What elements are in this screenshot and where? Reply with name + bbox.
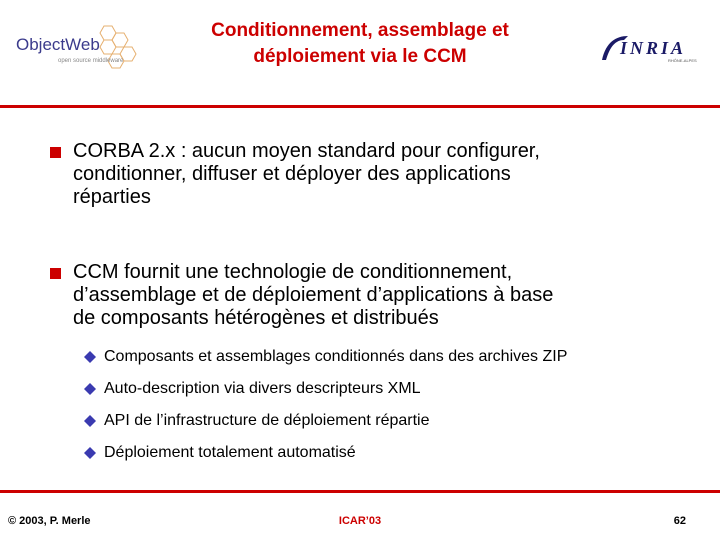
footer-rule xyxy=(0,490,720,493)
bullet-corba xyxy=(50,140,710,209)
sub-bullet-text: API de l’infrastructure de déploiement répartie xyxy=(104,412,430,429)
header-rule xyxy=(0,105,720,108)
sub-bullet-text: Auto-description via divers descripteurs XML xyxy=(104,380,421,397)
diamond-bullet-icon xyxy=(84,447,96,459)
sub-bullet-zip xyxy=(84,346,704,368)
bullet-line: conditionner, diffuser et déployer des applications xyxy=(73,163,511,185)
objectweb-logo-text: ObjectWeb xyxy=(16,35,100,54)
inria-logo-text: INRIA xyxy=(620,38,687,58)
footer-copyright: © 2003, P. Merle xyxy=(8,515,91,527)
bullet-line: d’assemblage et de déploiement d’applications à base xyxy=(73,284,554,306)
footer-conference: ICAR’03 xyxy=(338,515,382,527)
diamond-bullet-icon xyxy=(84,415,96,427)
sub-bullet-auto xyxy=(84,442,704,464)
bullet-line: CCM fournit une technologie de conditionnement, xyxy=(73,261,513,283)
sub-bullet-text: Composants et assemblages conditionnés dans des archives ZIP xyxy=(104,348,568,365)
bullet-line: réparties xyxy=(73,186,151,208)
page-number: 62 xyxy=(673,515,686,527)
bullet-ccm xyxy=(50,261,710,330)
bullet-line: de composants hétérogènes et distribués xyxy=(73,307,439,329)
slide-title xyxy=(150,18,570,70)
sub-bullet-xml xyxy=(84,378,704,400)
bullet-line: CORBA 2.x : aucun moyen standard pour configurer, xyxy=(73,140,540,162)
diamond-bullet-icon xyxy=(84,383,96,395)
objectweb-logo xyxy=(12,20,140,72)
sub-bullet-text: Déploiement totalement automatisé xyxy=(104,444,356,461)
inria-logo xyxy=(598,32,708,64)
square-bullet-icon xyxy=(50,268,61,279)
diamond-bullet-icon xyxy=(84,351,96,363)
sub-bullet-api xyxy=(84,410,704,432)
title-line-1: Conditionnement, assemblage et xyxy=(211,20,509,41)
svg-text:RHÔNE-ALPES: RHÔNE-ALPES xyxy=(668,58,697,63)
square-bullet-icon xyxy=(50,147,61,158)
svg-text:open source middleware: open source middleware xyxy=(58,58,124,64)
title-line-2: déploiement via le CCM xyxy=(253,46,467,67)
